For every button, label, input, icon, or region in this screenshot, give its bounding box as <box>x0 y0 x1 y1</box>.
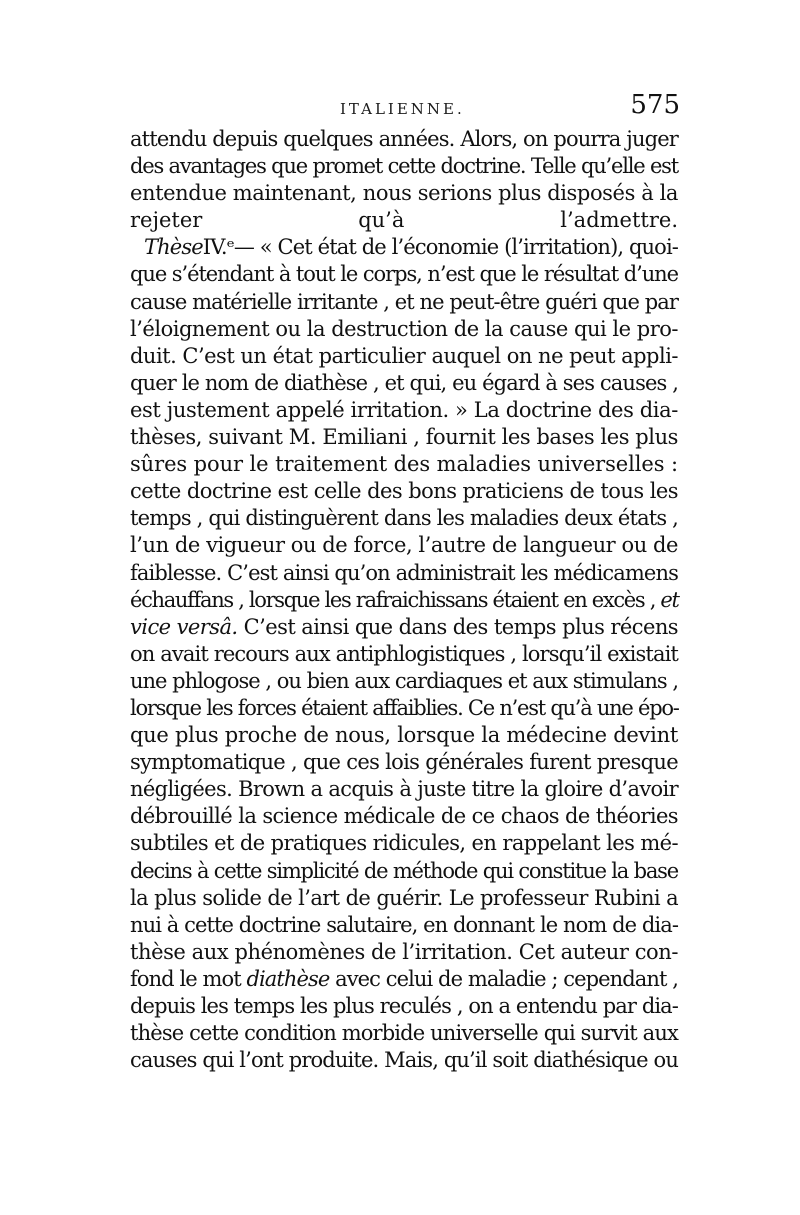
line-text: on avait recours aux antiphlogistiques , lorsqu’il existait <box>130 641 678 666</box>
line-text: IV.ᵉ— « Cet état de l’économie (l’irritation), quoi- <box>202 235 679 260</box>
text-line <box>130 749 678 776</box>
line-text: est justement appelé irritation. » La doctrine des dia- <box>130 397 678 422</box>
text-line <box>130 424 678 451</box>
line-text: nui à cette doctrine salutaire, en donnant le nom de dia- <box>130 912 678 937</box>
line-text: la plus solide de l’art de guérir. Le professeur Rubini a <box>130 885 678 910</box>
text-line <box>130 451 678 478</box>
page-number: 575 <box>630 90 680 120</box>
text-line <box>130 397 678 424</box>
text-line <box>130 803 678 830</box>
text-line <box>130 234 678 261</box>
text-line <box>130 776 678 803</box>
line-text: duit. C’est un état particulier auquel on ne peut appli- <box>130 343 678 368</box>
text-line <box>130 126 678 153</box>
text-line <box>130 722 678 749</box>
line-text: échauffans , lorsque les rafraichissans étaient en excès , <box>130 587 661 612</box>
line-text: que s’étendant à tout le corps, n’est que le résultat d’une <box>130 262 678 287</box>
text-line <box>130 316 678 343</box>
line-text: avec celui de maladie ; cependant , <box>329 966 678 991</box>
text-line <box>130 966 678 993</box>
line-text: thèse aux phénomènes de l’irritation. Cet auteur con- <box>130 939 678 964</box>
line-text: débrouillé la science médicale de ce chaos de théories <box>130 804 678 829</box>
line-text: decins à cette simplicité de méthode qui constitue la base <box>130 858 678 883</box>
page-header <box>130 90 680 130</box>
text-line <box>130 1047 678 1074</box>
line-text: temps , qui distinguèrent dans les maladies deux états , <box>130 506 678 531</box>
body-text <box>130 126 678 1074</box>
line-text: quer le nom de diathèse , et qui, eu égard à ses causes , <box>130 370 678 395</box>
text-line <box>130 261 678 288</box>
text-line <box>130 478 678 505</box>
italic-text: et <box>660 587 679 612</box>
line-text: C’est ainsi que dans des temps plus récens <box>237 614 678 639</box>
text-line <box>130 1020 678 1047</box>
line-text: thèses, suivant M. Emiliani , fournit les bases les plus <box>130 425 678 450</box>
text-line <box>130 289 678 316</box>
text-line <box>130 587 678 614</box>
line-text: thèse cette condition morbide universelle qui survit aux <box>130 1021 678 1046</box>
line-text: rejeter qu’à l’admettre. <box>130 208 678 233</box>
text-line <box>130 695 678 722</box>
line-text: l’un de vigueur ou de force, l’autre de langueur ou de <box>130 533 678 558</box>
line-text: cause matérielle irritante , et ne peut-être guéri que par <box>130 289 678 314</box>
line-text: symptomatique , que ces lois générales furent presque <box>130 750 678 775</box>
text-line <box>130 207 678 234</box>
text-line <box>130 858 678 885</box>
text-line <box>130 668 678 695</box>
text-line <box>130 505 678 532</box>
text-line <box>130 641 678 668</box>
line-text: causes qui l’ont produite. Mais, qu’il soit diathésique ou <box>130 1048 678 1073</box>
text-line <box>130 532 678 559</box>
line-text: entendue maintenant, nous serions plus disposés à la <box>130 181 678 206</box>
line-text: attendu depuis quelques années. Alors, on pourra juger <box>130 127 678 151</box>
line-text: que plus proche de nous, lorsque la médecine devint <box>130 723 678 748</box>
text-line <box>130 939 678 966</box>
text-line <box>130 830 678 857</box>
line-text: une phlogose , ou bien aux cardiaques et aux stimulans , <box>130 668 678 693</box>
text-line <box>130 885 678 912</box>
line-text: lorsque les forces étaient affaiblies. Ce n’est qu’à une épo- <box>130 695 679 720</box>
line-text: faiblesse. C’est ainsi qu’on administrait les médicamens <box>130 560 678 585</box>
italic-text: diathèse <box>246 966 330 991</box>
line-text: l’éloignement ou la destruction de la cause qui le pro- <box>130 316 678 341</box>
text-line <box>130 153 678 180</box>
italic-text: vice versâ. <box>130 614 238 639</box>
text-line <box>130 912 678 939</box>
line-text: sûres pour le traitement des maladies universelles : <box>130 452 678 477</box>
text-line <box>130 370 678 397</box>
text-line <box>130 614 678 641</box>
running-title: ITALIENNE. <box>340 100 465 118</box>
text-line <box>130 343 678 370</box>
line-text: depuis les temps les plus reculés , on a entendu par dia- <box>130 994 678 1018</box>
line-text: subtiles et de pratiques ridicules, en rappelant les mé- <box>130 831 678 856</box>
line-text: fond le mot <box>130 966 247 991</box>
italic-text: Thèse <box>144 235 203 260</box>
text-line <box>130 993 678 1020</box>
line-text: cette doctrine est celle des bons praticiens de tous les <box>130 479 678 504</box>
text-line <box>130 560 678 587</box>
text-line <box>130 180 678 207</box>
line-text: des avantages que promet cette doctrine. Telle qu’elle est <box>130 154 678 179</box>
line-text: négligées. Brown a acquis à juste titre la gloire d’avoir <box>130 777 678 802</box>
